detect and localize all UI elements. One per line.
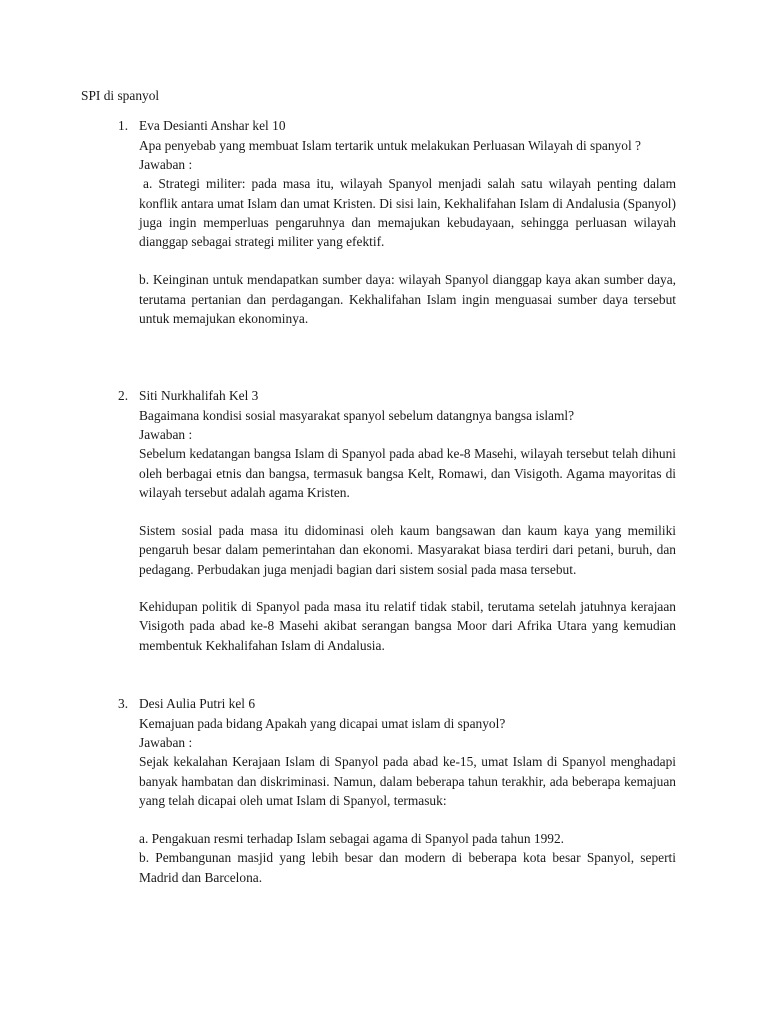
answer-paragraph: b. Keinginan untuk mendapatkan sumber daya: wilayah Spanyol dianggap kaya akan sumber daya, terutama pertanian dan perdagangan. Kekhalifahan Islam ingin menguasai sumber daya tersebut untuk memajukan ekonominya. [139, 272, 676, 327]
item-question: Apa penyebab yang membuat Islam tertarik untuk melakukan Perluasan Wilayah di spanyol ? [139, 137, 641, 153]
item-author: Eva Desianti Anshar kel 10 [139, 118, 286, 133]
item-author: Siti Nurkhalifah Kel 3 [139, 388, 259, 403]
item-body [139, 116, 676, 328]
answer-paragraph: Kehidupan politik di Spanyol pada masa itu relatif tidak stabil, terutama setelah jatuhnya kerajaan Visigoth pada abad ke-8 Masehi akibat serangan bangsa Moor dari Afrika Utara yang kemudian membentuk Kekhalifahan Islam di Andalusia. [139, 599, 676, 653]
answer-paragraph: Sebelum kedatangan bangsa Islam di Spanyol pada abad ke-8 Masehi, wilayah tersebut telah dihuni oleh berbagai etnis dan bangsa, termasuk bangsa Kelt, Romawi, dan Visigoth. Agama mayoritas di wilayah tersebut adalah agama Kristen. [139, 446, 676, 500]
answer-label: Jawaban : [139, 156, 193, 172]
item-author: Desi Aulia Putri kel 6 [139, 696, 256, 711]
page-title: SPI di spanyol [81, 88, 160, 103]
item-number: 1. [118, 118, 129, 133]
item-question: Kemajuan pada bidang Apakah yang dicapai umat islam di spanyol? [139, 715, 506, 731]
item-number: 2. [118, 388, 129, 403]
answer-label: Jawaban : [139, 734, 193, 750]
answer-label: Jawaban : [139, 426, 193, 442]
item-body [139, 694, 676, 887]
answer-paragraph: Sistem sosial pada masa itu didominasi oleh kaum bangsawan dan kaum kaya yang memiliki pengaruh besar dalam pemerintahan dan ekonomi. Masyarakat biasa terdiri dari petani, buruh, dan pedagang. Perbudakan juga menjadi bagian dari sistem sosial pada masa tersebut. [139, 523, 676, 577]
item-question: Bagaimana kondisi sosial masyarakat spanyol sebelum datangnya bangsa islaml? [139, 407, 575, 423]
answer-list-item: a. Pengakuan resmi terhadap Islam sebagai agama di Spanyol pada tahun 1992. [139, 831, 565, 847]
answer-paragraph: a. Strategi militer: pada masa itu, wilayah Spanyol menjadi salah satu wilayah penting dalam konflik antara umat Islam dan umat Kristen. Di sisi lain, Kekhalifahan Islam di Andalusia (Spanyol) juga ingin memperluas pengaruhnya dan memajukan kebudayaan, sehingga perluasan wilayah dianggap sebagai strategi militer yang efektif. [139, 176, 676, 250]
answer-paragraph: Sejak kekalahan Kerajaan Islam di Spanyol pada abad ke-15, umat Islam di Spanyol menghadapi banyak hambatan dan diskriminasi. Namun, dalam beberapa tahun terakhir, ada beberapa kemajuan yang telah dicapai oleh umat Islam di Spanyol, termasuk: [139, 754, 676, 808]
item-number: 3. [118, 696, 129, 711]
item-body [139, 386, 676, 655]
answer-list-item: b. Pembangunan masjid yang lebih besar dan modern di beberapa kota besar Spanyol, seperti Madrid dan Barcelona. [139, 850, 676, 885]
